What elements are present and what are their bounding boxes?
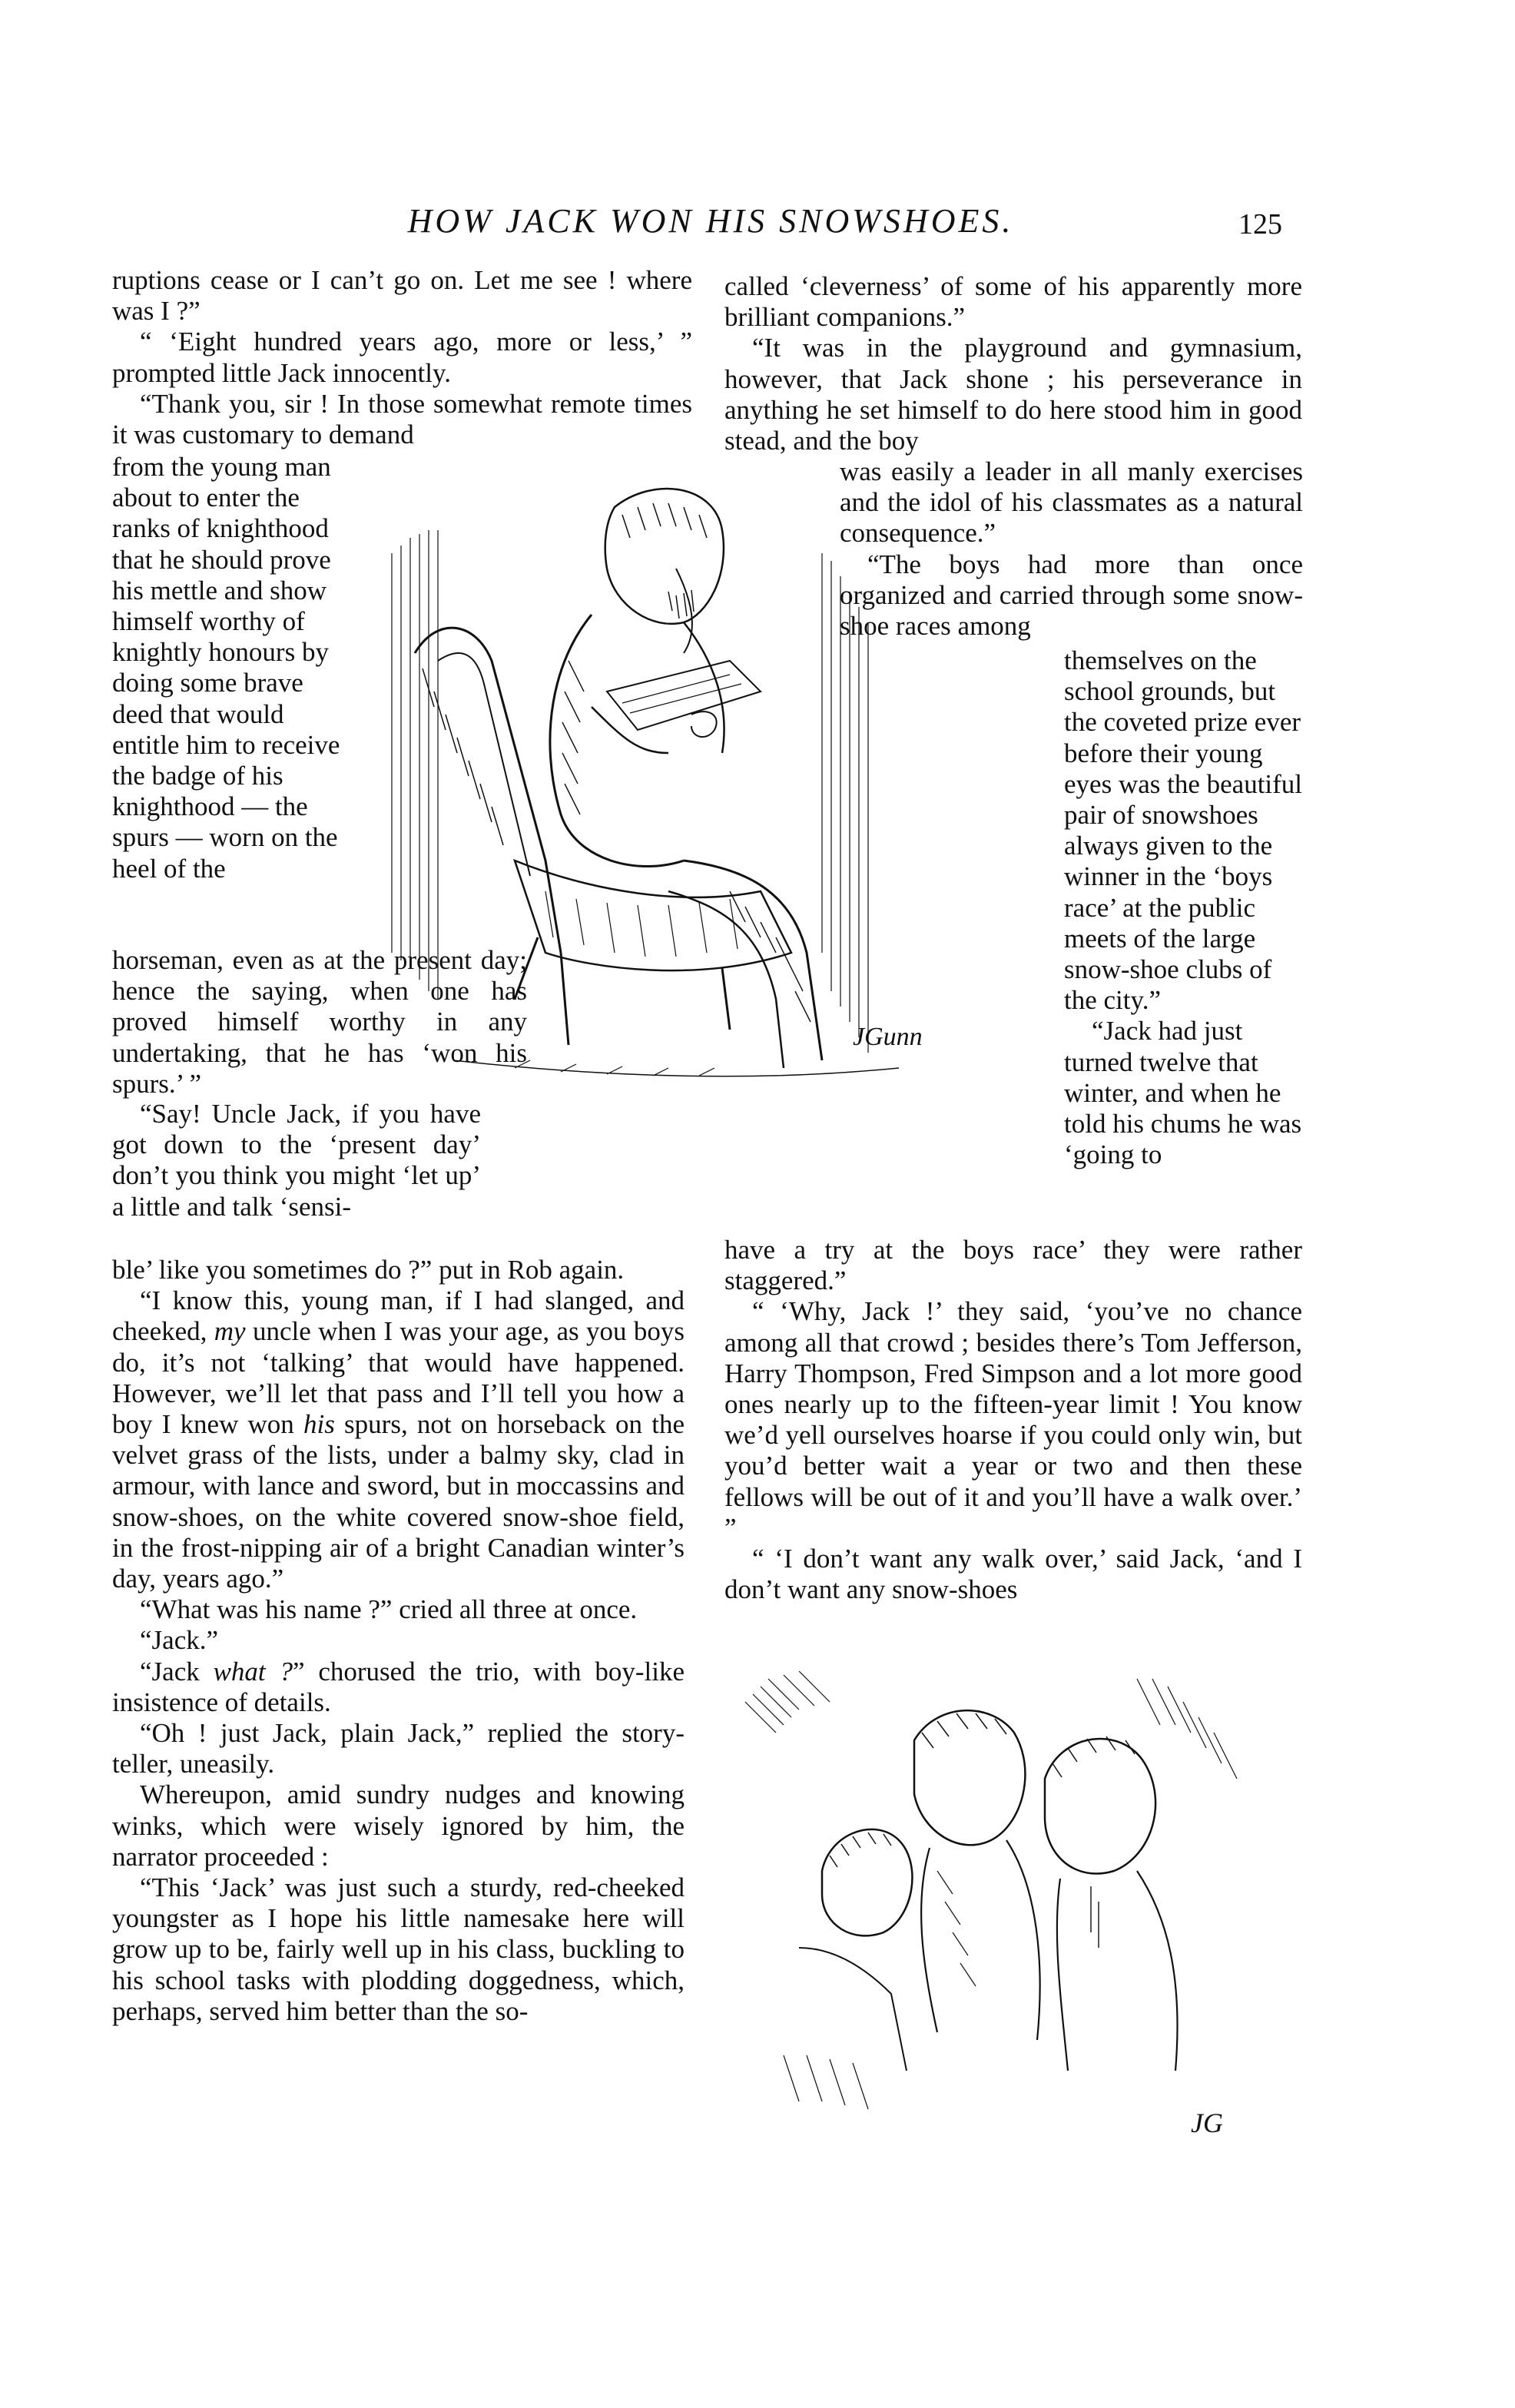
paragraph: themselves on the school grounds, but the coveted prize ever before their young eyes was the beautiful pair of snowshoes always given to the winner in the ‘boys race’ at the public meets of the large snow-shoe clubs of the city.” xyxy=(1064,645,1303,1016)
text-run: “I know this, young man, if I had slanged, and cheeked, xyxy=(112,1285,685,1347)
paragraph: “Thank you, sir ! In those somewhat remote times it was customary to demand xyxy=(112,388,692,450)
left-column-wrap-text xyxy=(112,452,350,884)
three-boys-portrait-illustration xyxy=(738,1671,1275,2148)
text-run: spurs, not on horseback on the velvet grass of the lists, under a balmy sky, clad in armour, with lance and sword, but in moccassins and snow-shoes, on the white covered snow-shoe field, in the frost-nipping air of a bright Canadian winter’s day, years ago.” xyxy=(112,1409,685,1594)
right-column-main xyxy=(724,1235,1302,1605)
paragraph: ruptions cease or I can’t go on. Let me see ! where was I ?” xyxy=(112,265,692,327)
paragraph: “Jack had just turned twelve that winter, and when he told his chums he was ‘going to xyxy=(1064,1016,1302,1170)
italic-run: my xyxy=(214,1316,246,1347)
paragraph: “ ‘Why, Jack !’ they said, ‘you’ve no chance among all that crowd ; besides there’s Tom Jefferson, Harry Thompson, Fred Simpson and a lot more good ones nearly up to the fifteen-year limit ! You know we’d yell ourselves hoarse if you could only win, but you’d better wait a year or two and then these fellows will be out of it and you’ll have a walk over.’ ” xyxy=(724,1296,1302,1543)
paragraph: “Say! Uncle Jack, if you have got down to the ‘present day’ don’t you think you might ‘let up’ a little and talk ‘sensi- xyxy=(112,1099,481,1222)
italic-run: his xyxy=(303,1409,335,1440)
three-boys-portrait-icon xyxy=(738,1671,1275,2148)
paragraph: called ‘cleverness’ of some of his apparently more brilliant companions.” xyxy=(724,271,1302,333)
left-column-top xyxy=(112,265,692,450)
paragraph: “ ‘I don’t want any walk over,’ said Jack, ‘and I don’t want any snow-shoes xyxy=(724,1544,1302,1605)
paragraph: have a try at the boys race’ they were rather staggered.” xyxy=(724,1235,1302,1296)
illustration-signature: JGunn xyxy=(853,1023,923,1051)
paragraph: “Oh ! just Jack, plain Jack,” replied the story-teller, uneasily. xyxy=(112,1718,685,1779)
paragraph: “Jack.” xyxy=(140,1625,219,1656)
page-number: 125 xyxy=(1238,208,1282,240)
man-reading-in-armchair-illustration xyxy=(361,461,1037,1168)
right-column-wrap-text xyxy=(1064,645,1304,1170)
left-column-main xyxy=(112,1255,685,2027)
paragraph xyxy=(112,1285,685,1594)
running-head xyxy=(0,201,1515,247)
text-run: uncle when I was your age, as you boys do, it’s not ‘talking’ that would have happened. However, we’ll let that pass and I’ll tell you how a boy I knew won xyxy=(112,1316,685,1440)
italic-run: what ? xyxy=(213,1656,293,1687)
paragraph: “This ‘Jack’ was just such a sturdy, red-cheeked youngster as I hope his little namesake here will grow up to be, fairly well up in his class, buckling to his school tasks with plodding doggedness, which, perhaps, served him better than the so- xyxy=(112,1872,685,2026)
paragraph: “What was his name ?” cried all three at once. xyxy=(140,1594,638,1625)
right-column-top xyxy=(724,271,1302,456)
text-run: “Jack xyxy=(140,1656,214,1687)
paragraph: “The boys had more than once organized and carried through some snow-shoe races among xyxy=(840,549,1303,642)
paragraph: “ ‘Eight hundred years ago, more or less,’ ” prompted little Jack innocently. xyxy=(112,327,692,388)
man-reading-in-armchair-icon xyxy=(361,461,1037,1168)
running-title: HOW JACK WON HIS SNOWSHOES. xyxy=(407,202,1014,240)
paragraph xyxy=(112,1657,685,1718)
paragraph: from the young man about to enter the ranks of knighthood that he should prove his mettle and show himself worthy of knightly honours by doing some brave deed that would entitle him to receive the badge of his knighthood — the spurs — worn on the heel of the xyxy=(112,452,340,884)
text-run: ” chorused the trio, with boy-like insistence of details. xyxy=(112,1656,685,1717)
paragraph: was easily a leader in all manly exercises and the idol of his classmates as a natural consequence.” xyxy=(840,456,1303,549)
paragraph: “It was in the playground and gymnasium, however, that Jack shone ; his perseverance in anything he set himself to do here stood him in good stead, and the boy xyxy=(724,333,1302,456)
paragraph: ble’ like you sometimes do ?” put in Rob again. xyxy=(112,1255,625,1285)
illustration-signature: JG xyxy=(1191,2108,1223,2138)
paragraph: horseman, even as at the present day; hence the saying, when one has proved himself worthy in any undertaking, that he has ‘won his spurs.’ ” xyxy=(112,945,527,1099)
paragraph: Whereupon, amid sundry nudges and knowing winks, which were wisely ignored by him, the narrator proceeded : xyxy=(112,1779,685,1872)
